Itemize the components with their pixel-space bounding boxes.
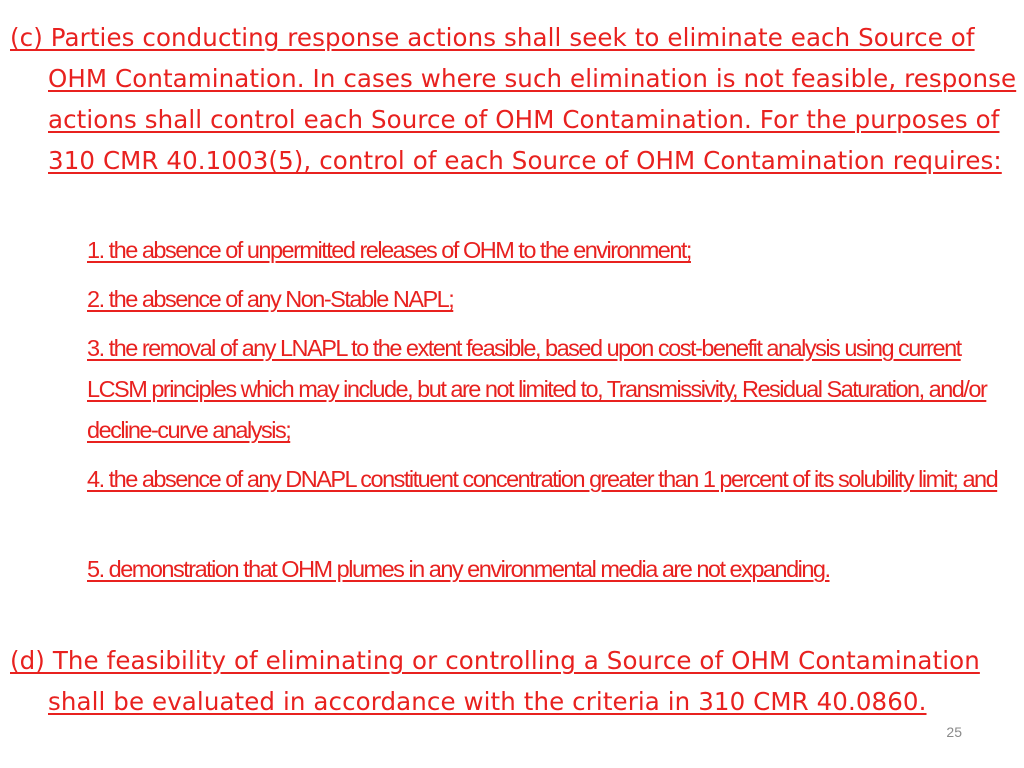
slide-number: 25 [946,724,962,740]
requirement-4: 4. the absence of any DNAPL constituent concentration greater than 1 percent of its solubility limit; and [87,466,998,492]
requirement-2: 2. the absence of any Non-Stable NAPL; [87,286,454,312]
requirement-1: 1. the absence of unpermitted releases of OHM to the environment; [87,237,691,263]
paragraph-c: (c) Parties conducting response actions shall seek to eliminate each Source of OHM Contamination. In cases where such elimination is not feasible, response actions shall control each Source of OHM Contamination. For the purposes of 310 CMR 40.1003(5), control of each Source of OHM Contamination requires: [10,23,1017,175]
requirement-5: 5. demonstration that OHM plumes in any environmental media are not expanding. [87,556,830,582]
paragraph-d: (d) The feasibility of eliminating or controlling a Source of OHM Contamination shall be evaluated in accordance with the criteria in 310 CMR 40.0860. [10,646,980,716]
requirement-3: 3. the removal of any LNAPL to the extent feasible, based upon cost-benefit analysis using current LCSM principles which may include, but are not limited to, Transmissivity, Residual Saturation, and/or decline-curve analysis; [87,335,987,443]
